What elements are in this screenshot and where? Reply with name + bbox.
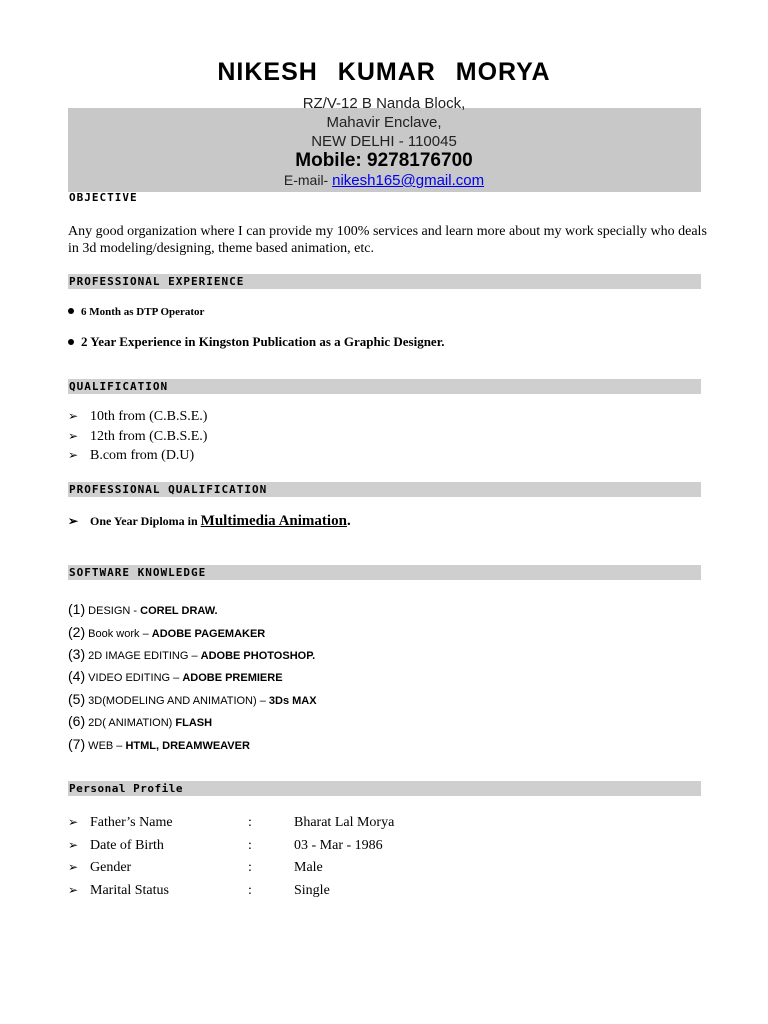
arrow-bullet-icon: ➢ xyxy=(68,514,79,528)
software-item xyxy=(68,668,283,684)
software-item xyxy=(68,736,250,752)
software-item xyxy=(68,691,317,707)
software-item-area: 2D( ANIMATION) xyxy=(85,717,176,729)
software-item-area: WEB – xyxy=(85,740,126,752)
personal-row xyxy=(68,860,568,876)
software-item-tool: FLASH xyxy=(175,717,213,729)
address-line-1: RZ/V-12 B Nanda Block, xyxy=(302,95,466,112)
personal-colon: : xyxy=(248,815,252,830)
arrow-bullet-icon: ➢ xyxy=(68,860,79,874)
objective-heading: OBJECTIVE xyxy=(69,191,138,204)
software-item xyxy=(68,713,212,729)
software-item-tool: 3Ds MAX xyxy=(268,695,317,707)
personal-label: Date of Birth xyxy=(90,838,164,853)
software-item-tool: COREL DRAW. xyxy=(140,605,218,617)
software-item-number: (6) xyxy=(68,713,86,729)
personal-colon: : xyxy=(248,883,252,898)
personal-row xyxy=(68,883,568,899)
resume-name: NIKESH KUMAR MORYA xyxy=(217,58,551,86)
software-item-tool: ADOBE PAGEMAKER xyxy=(151,628,266,640)
arrow-bullet-icon: ➢ xyxy=(68,409,79,423)
qualification-item-text: B.com from (D.U) xyxy=(90,448,195,463)
arrow-bullet-icon: ➢ xyxy=(68,815,79,829)
diploma-course: Multimedia Animation xyxy=(200,513,347,529)
software-item-area: DESIGN - xyxy=(85,605,141,617)
mobile-number: Mobile: 9278176700 xyxy=(295,150,473,171)
bullet-dot-icon xyxy=(68,339,74,345)
experience-item xyxy=(68,306,204,318)
software-item-area: 2D IMAGE EDITING – xyxy=(85,650,201,662)
software-item-area: Book work – xyxy=(85,628,152,640)
diploma-prefix: One Year Diploma in xyxy=(90,514,201,528)
personal-label: Father’s Name xyxy=(90,815,173,830)
qualification-heading: QUALIFICATION xyxy=(68,379,701,394)
software-item-area: VIDEO EDITING – xyxy=(85,672,183,684)
personal-profile-heading: Personal Profile xyxy=(68,781,701,796)
professional-qualification-item xyxy=(68,513,351,530)
personal-colon: : xyxy=(248,838,252,853)
bullet-dot-icon xyxy=(68,308,74,314)
personal-row xyxy=(68,838,568,854)
software-item xyxy=(68,624,265,640)
personal-value: Male xyxy=(294,860,323,875)
qualification-item-text: 10th from (C.B.S.E.) xyxy=(90,409,208,424)
personal-colon: : xyxy=(248,860,252,875)
arrow-bullet-icon: ➢ xyxy=(68,883,79,897)
address-line-3: NEW DELHI - 110045 xyxy=(311,133,457,150)
software-item-tool: ADOBE PHOTOSHOP. xyxy=(200,650,316,662)
qualification-item-text: 12th from (C.B.S.E.) xyxy=(90,429,208,444)
personal-value: Single xyxy=(294,883,330,898)
email-link[interactable]: nikesh165@gmail.com xyxy=(332,172,485,189)
personal-value: Bharat Lal Morya xyxy=(294,815,395,830)
arrow-bullet-icon: ➢ xyxy=(68,429,79,443)
software-item-number: (1) xyxy=(68,601,86,617)
arrow-bullet-icon: ➢ xyxy=(68,448,79,462)
qualification-item xyxy=(68,448,194,464)
software-item-number: (5) xyxy=(68,691,86,707)
professional-qualification-heading: PROFESSIONAL QUALIFICATION xyxy=(68,482,701,497)
email-line xyxy=(0,172,768,189)
software-item-number: (7) xyxy=(68,736,86,752)
software-item-number: (4) xyxy=(68,668,86,684)
experience-item xyxy=(68,334,445,350)
software-item-tool: ADOBE PREMIERE xyxy=(182,672,283,684)
qualification-item xyxy=(68,409,207,425)
arrow-bullet-icon: ➢ xyxy=(68,838,79,852)
software-item-tool: HTML, DREAMWEAVER xyxy=(125,740,250,752)
objective-text: Any good organization where I can provide my 100% services and learn more about my work specially who deals in 3d modeling/designing, theme based animation, etc. xyxy=(68,224,707,256)
personal-row xyxy=(68,815,568,831)
software-heading: SOFTWARE KNOWLEDGE xyxy=(68,565,701,580)
software-item xyxy=(68,646,315,662)
diploma-suffix: . xyxy=(346,513,351,529)
software-item-area: 3D(MODELING AND ANIMATION) – xyxy=(85,695,269,707)
qualification-item xyxy=(68,429,207,445)
personal-label: Gender xyxy=(90,860,132,875)
email-label: E-mail- xyxy=(283,172,333,188)
software-item-number: (3) xyxy=(68,646,86,662)
personal-label: Marital Status xyxy=(90,883,169,898)
experience-item-text: 2 Year Experience in Kingston Publication as a Graphic Designer. xyxy=(81,334,445,349)
address-line-2: Mahavir Enclave, xyxy=(326,114,442,131)
software-item xyxy=(68,601,218,617)
experience-heading: PROFESSIONAL EXPERIENCE xyxy=(68,274,701,289)
experience-item-text: 6 Month as DTP Operator xyxy=(81,306,205,318)
software-item-number: (2) xyxy=(68,624,86,640)
personal-value: 03 - Mar - 1986 xyxy=(294,838,383,853)
